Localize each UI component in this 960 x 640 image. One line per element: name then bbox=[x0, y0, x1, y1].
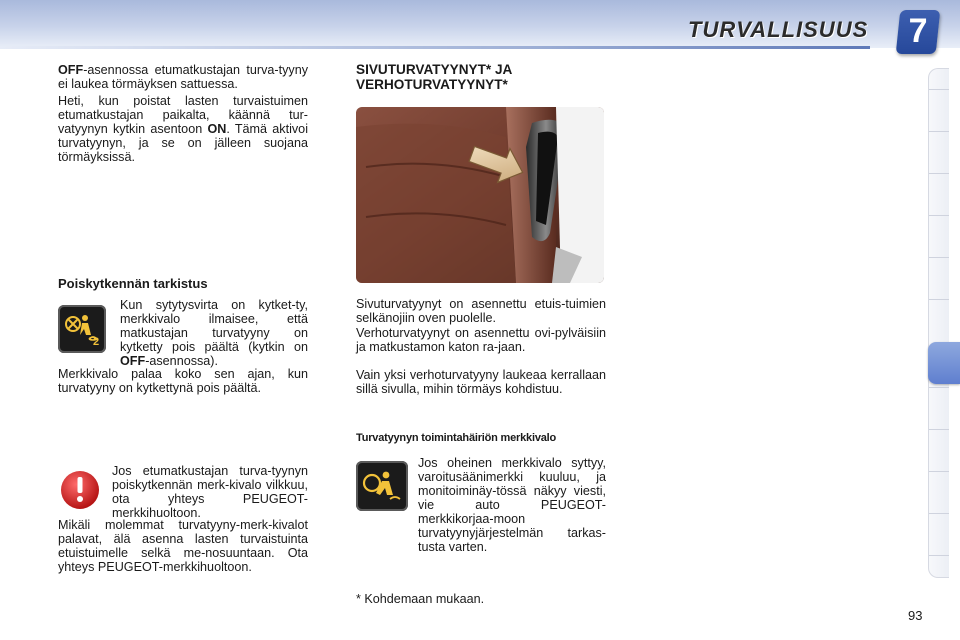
tab-divider bbox=[929, 89, 949, 90]
tab-divider bbox=[929, 173, 949, 174]
single-curtain-paragraph: Vain yksi verhoturvatyyny laukeaa kerrallaan sillä sivulla, mihin törmäys kohdistuu. bbox=[356, 368, 606, 396]
airbag-off-icon bbox=[58, 305, 106, 353]
section-title: SIVUTURVATYYNYT* JA VERHOTURVATYYNYT* bbox=[356, 62, 512, 92]
chapter-tab-active[interactable] bbox=[928, 342, 960, 384]
check-text-start: Kun sytytysvirta on kytket-ty, merkkivalo ilmaisee, että matkustajan turvatyyny on kytketty pois päältä (kytkin on bbox=[120, 298, 308, 354]
check-paragraph-1 bbox=[120, 298, 308, 368]
side-airbag-paragraph: Sivuturvatyynyt on asennettu etuis-tuimien selkänojiin oven puolelle. bbox=[356, 297, 606, 325]
tab-divider bbox=[929, 215, 949, 216]
seat-airbag-photo bbox=[356, 107, 604, 283]
exclamation-warning-icon-graphic bbox=[58, 466, 106, 514]
reactivation-paragraph bbox=[58, 94, 308, 164]
check-paragraph-2: Merkkivalo palaa koko sen ajan, kun turvatyyny on kytkettynä pois päältä. bbox=[58, 367, 308, 395]
curtain-airbag-paragraph: Verhoturvatyynyt on asennettu ovi-pylväisiin ja matkustamon katon ra-jaan. bbox=[356, 326, 606, 354]
check-heading: Poiskytkennän tarkistus bbox=[58, 276, 208, 291]
airbag-off-icon-graphic bbox=[58, 305, 106, 353]
tab-divider bbox=[929, 131, 949, 132]
tab-divider bbox=[929, 387, 949, 388]
tab-divider bbox=[929, 257, 949, 258]
reactivation-text-start: Heti, kun poistat lasten turvaistuimen etumatkustajan paikalta, käännä tur-vatyynyn kytkin asentoon bbox=[58, 94, 308, 136]
header-rule bbox=[0, 46, 870, 49]
chapter-title: TURVALLISUUS bbox=[688, 17, 869, 42]
reactivation-text-end: . Tämä aktivoi turvatyynyn, ja se on jälleen suojana törmäyksissä. bbox=[58, 122, 308, 164]
off-label: OFF bbox=[58, 63, 84, 77]
airbag-fault-icon bbox=[356, 461, 408, 511]
page-number: 93 bbox=[908, 608, 923, 623]
warning-paragraph-1: Jos etumatkustajan turva-tyynyn poiskytkennän merk-kivalo vilkkuu, ota yhteys PEUGEOT-merkkihuoltoon. bbox=[112, 464, 308, 520]
exclamation-warning-icon bbox=[58, 466, 106, 514]
fault-paragraph: Jos oheinen merkkivalo syttyy, varoitusäänimerkki kuuluu, ja monitoiminäy-tössä näkyy viesti, vie auto PEUGEOT-merkkikorjaa-moon turvatyynyjärjestelmän tarkas-tusta varten. bbox=[418, 456, 606, 554]
chapter-number: 7 bbox=[908, 12, 928, 50]
check-text-end: -asennossa). bbox=[145, 354, 218, 368]
airbag-fault-icon-graphic bbox=[356, 461, 408, 511]
intro-text: -asennossa etumatkustajan turva-tyyny ei laukea törmäyksen sattuessa. bbox=[58, 63, 308, 91]
warning-paragraph-2: Mikäli molemmat turvatyyny-merk-kivalot palavat, älä asenna lasten turvaistuinta etuistuimelle selkä me-nosuuntaan. Ota yhteys PEUGEOT-merkkihuoltoon. bbox=[58, 518, 308, 574]
on-label: ON bbox=[207, 122, 227, 136]
intro-paragraph bbox=[58, 63, 308, 91]
off-label-2: OFF bbox=[120, 354, 146, 368]
tab-divider bbox=[929, 429, 949, 430]
seat-photo-graphic bbox=[356, 107, 604, 283]
tab-divider bbox=[929, 513, 949, 514]
footnote: * Kohdemaan mukaan. bbox=[356, 592, 485, 606]
tab-divider bbox=[929, 299, 949, 300]
chapter-tab-rail bbox=[928, 68, 949, 578]
fault-indicator-heading: Turvatyynyn toimintahäiriön merkkivalo bbox=[356, 432, 557, 444]
svg-text:2: 2 bbox=[93, 336, 100, 348]
tab-divider bbox=[929, 555, 949, 556]
chapter-badge bbox=[896, 10, 941, 54]
tab-divider bbox=[929, 471, 949, 472]
